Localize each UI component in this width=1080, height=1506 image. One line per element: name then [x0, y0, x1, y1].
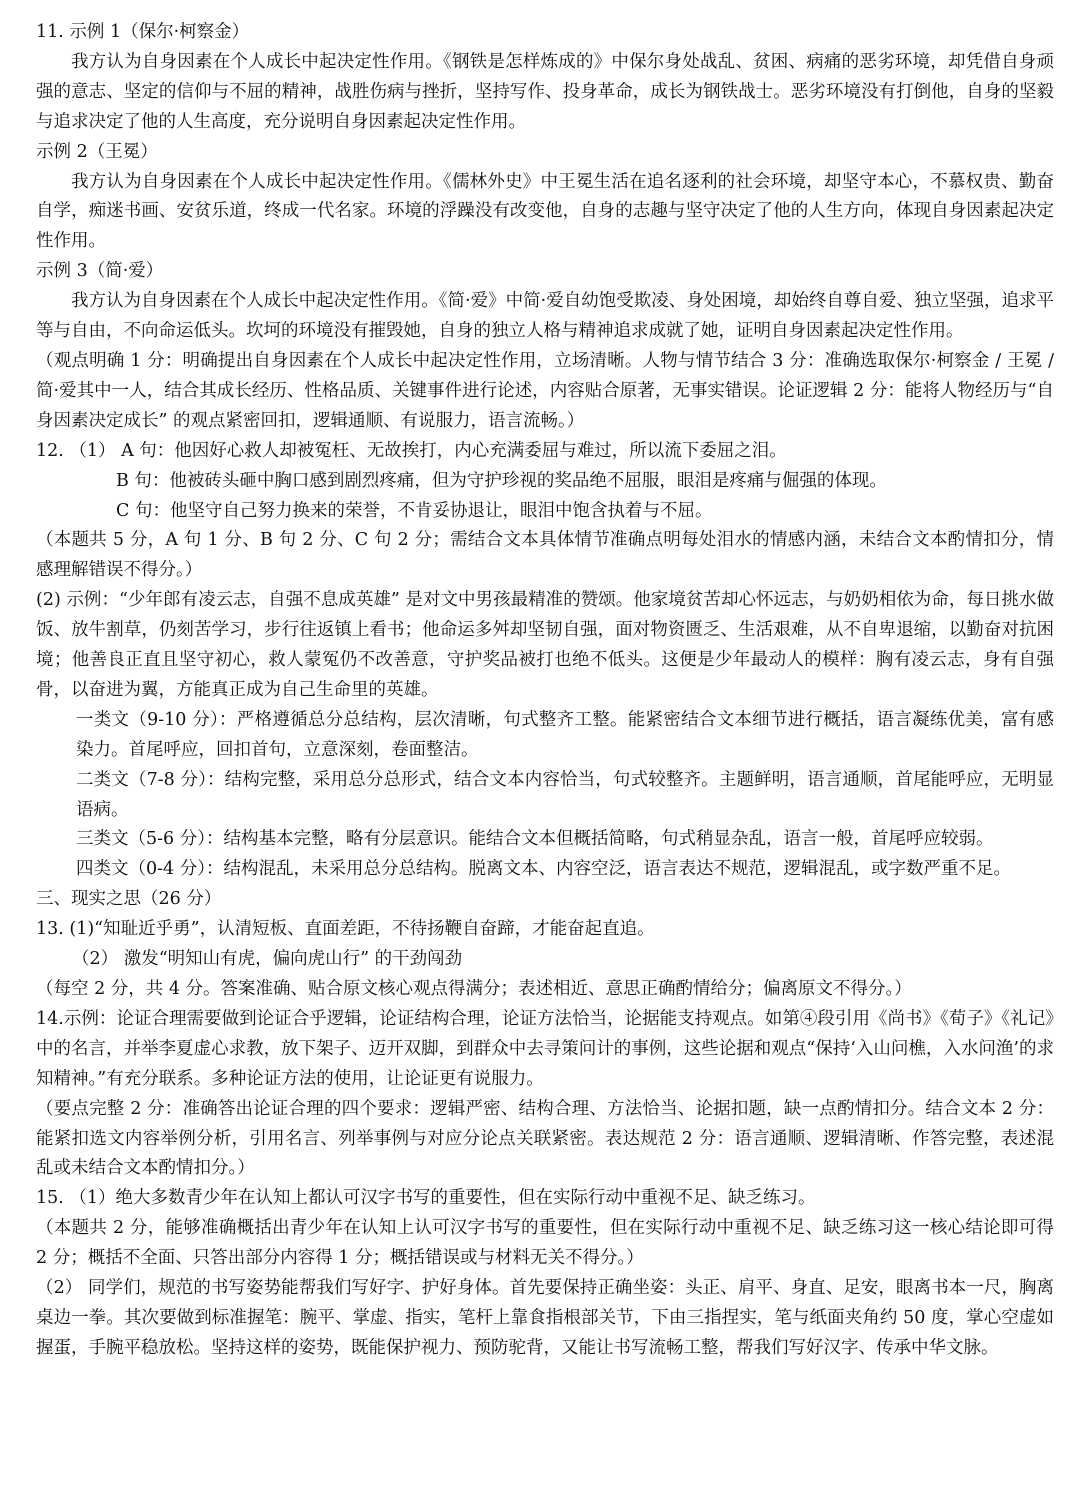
q14-scoring: （要点完整 2 分：准确答出论证合理的四个要求：逻辑严密、结构合理、方法恰当、论据扣题，缺一点酌情扣分。结合文本 2 分：能紧扣选文内容举例分析，引用名言、列举事例与对应分论点关联紧密。表达规范 2 分：语言通顺、逻辑清晰、作答完整，表述混乱或未结合文本酌情扣分。）	[36, 1098, 1054, 1179]
q11-example2-title: 示例 2（王冕）	[36, 141, 158, 162]
q11-example3-title: 示例 3（简·爱）	[36, 261, 164, 282]
q12-grade2: 二类文（7-8 分）：结构完整，采用总分总形式，结合文本内容恰当，句式较整齐。主题鲜明，语言通顺，首尾能呼应，无明显语病。	[76, 769, 1054, 820]
q13-scoring: （每空 2 分，共 4 分。答案准确、贴合原文核心观点得满分；表述相近、意思正确酌情给分；偏离原文不得分。）	[36, 979, 912, 999]
q11-example1-text: 我方认为自身因素在个人成长中起决定性作用。《钢铁是怎样炼成的》中保尔身处战乱、贫困、病痛的恶劣环境，却凭借自身顽强的意志、坚定的信仰与不屈的精神，战胜伤病与挫折，坚持写作、投身革命，成长为钢铁战士。恶劣环境没有打倒他，自身的坚毅与追求决定了他的人生高度，充分说明自身因素起决定性作用。	[36, 51, 1054, 132]
section3-heading: 三、现实之思（26 分）	[36, 889, 222, 910]
q12-grade1: 一类文（9-10 分）：严格遵循总分总结构，层次清晰，句式整齐工整。能紧密结合文本细节进行概括，语言凝练优美，富有感染力。首尾呼应，回扣首句，立意深刻，卷面整洁。	[76, 709, 1054, 760]
q12-part1-scoring: （本题共 5 分，A 句 1 分、B 句 2 分、C 句 2 分；需结合文本具体情节准确点明每处泪水的情感内涵，未结合文本酌情扣分，情感理解错误不得分。）	[36, 530, 1054, 581]
q12-grade4: 四类文（0-4 分）：结构混乱，未采用总分总结构。脱离文本、内容空泛，语言表达不规范，逻辑混乱，或字数严重不足。	[76, 859, 1011, 880]
q14-text: 14.示例：论证合理需要做到论证合乎逻辑，论证结构合理，论证方法恰当，论据能支持观点。如第④段引用《尚书》《荀子》《礼记》中的名言，并举李夏虚心求教，放下架子、迈开双脚，到群众中去寻策问计的事例，这些论据和观点“保持‘入山问樵，入水问渔’的求知精神。”有充分联系。多种论证方法的使用，让论证更有说服力。	[36, 1008, 1054, 1089]
q11-scoring: （观点明确 1 分：明确提出自身因素在个人成长中起决定性作用，立场清晰。人物与情节结合 3 分：准确选取保尔·柯察金 / 王冕 / 简·爱其中一人，结合其成长经历、性格品质、关键事件进行论述，内容贴合原著，无事实错误。论证逻辑 2 分：能将人物经历与“自身因素决定成长” 的观点紧密回扣，逻辑通顺、有说服力，语言流畅。）	[36, 350, 1054, 431]
q11-example1-title: 11. 示例 1（保尔·柯察金）	[36, 22, 250, 42]
q13-part2: （2） 激发“明知山有虎，偏向虎山行” 的干劲闯劲	[72, 949, 463, 970]
q12-grade3: 三类文（5-6 分）：结构基本完整，略有分层意识。能结合文本但概括简略，句式稍显杂乱，语言一般，首尾呼应较弱。	[76, 829, 994, 850]
q15-part1: 15. （1）绝大多数青少年在认知上都认可汉字书写的重要性，但在实际行动中重视不足、缺乏练习。	[36, 1188, 816, 1209]
q12-part1-c: C 句：他坚守自己努力换来的荣誉，不肯妥协退让，眼泪中饱含执着与不屈。	[116, 500, 713, 521]
q12-part1-b: B 句：他被砖头砸中胸口感到剧烈疼痛，但为守护珍视的奖品绝不屈服，眼泪是疼痛与倔强的体现。	[116, 470, 887, 491]
q15-part1-scoring: （本题共 2 分，能够准确概括出青少年在认知上认可汉字书写的重要性，但在实际行动中重视不足、缺乏练习这一核心结论即可得 2 分；概括不全面、只答出部分内容得 1 分；概括错误或与材料无关不得分。）	[36, 1218, 1054, 1269]
q15-part2: （2） 同学们，规范的书写姿势能帮我们写好字、护好身体。首先要保持正确坐姿：头正、肩平、身直、足安，眼离书本一尺，胸离桌边一拳。其次要做到标准握笔：腕平、掌虚、指实，笔杆上靠食指根部关节，下由三指捏实，笔与纸面夹角约 50 度，掌心空虚如握蛋，手腕平稳放松。坚持这样的姿势，既能保护视力、预防驼背，又能让书写流畅工整，帮我们写好汉字、传承中华文脉。	[36, 1278, 1054, 1358]
q11-example3-text: 我方认为自身因素在个人成长中起决定性作用。《简·爱》中简·爱自幼饱受欺凌、身处困境，却始终自尊自爱、独立坚强，追求平等与自由，不向命运低头。坎坷的环境没有摧毁她，自身的独立人格与精神追求成就了她，证明自身因素起决定性作用。	[36, 291, 1054, 342]
q12-part1-a: 12. （1） A 句：他因好心救人却被冤枉、无故挨打，内心充满委屈与难过，所以流下委屈之泪。	[36, 440, 787, 461]
q12-part2-text: (2) 示例：“少年郎有凌云志，自强不息成英雄” 是对文中男孩最精准的赞颂。他家境贫苦却心怀远志，与奶奶相依为命，每日挑水做饭、放牛割草，仍刻苦学习，步行往返镇上看书；他命运多舛却坚韧自强，面对物资匮乏、生活艰难，从不自卑退缩，以勤奋对抗困境；他善良正直且坚守初心，救人蒙冤仍不改善意，守护奖品被打也绝不低头。这便是少年最动人的模样：胸有凌云志，身有自强骨，以奋进为翼，方能真正成为自己生命里的英雄。	[36, 590, 1054, 700]
q11-example2-text: 我方认为自身因素在个人成长中起决定性作用。《儒林外史》中王冕生活在追名逐利的社会环境，却坚守本心，不慕权贵、勤奋自学，痴迷书画、安贫乐道，终成一代名家。环境的浮躁没有改变他，自身的志趣与坚守决定了他的人生方向，体现自身因素起决定性作用。	[36, 171, 1054, 252]
q13-part1: 13. (1)“知耻近乎勇”，认清短板、直面差距，不待扬鞭自奋蹄，才能奋起直追。	[36, 919, 655, 940]
